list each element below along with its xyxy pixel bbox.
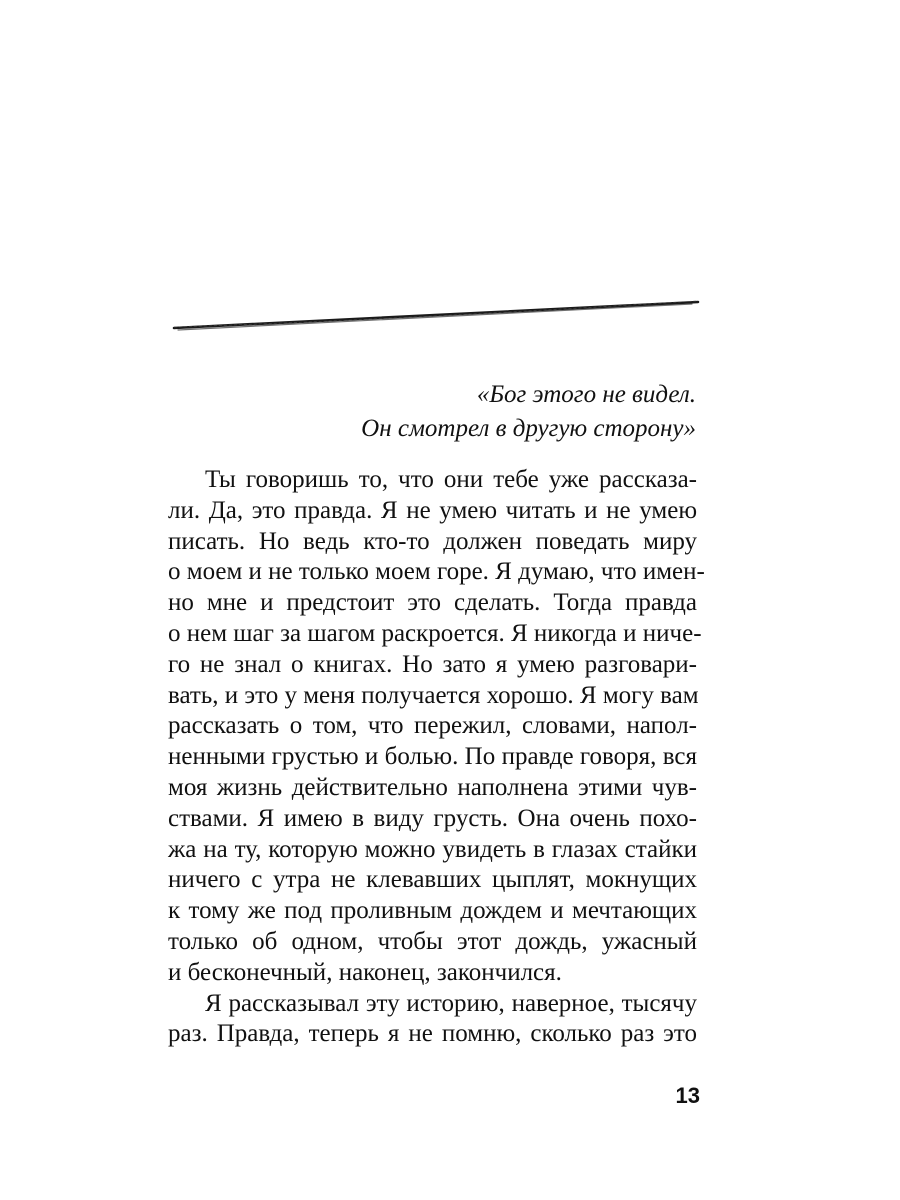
text-line: и бесконечный, наконец, закончился.: [168, 958, 562, 986]
text-line: ненными грустью и болью. По правде говоря, вся: [168, 743, 697, 771]
text-line: о моем и не только моем горе. Я думаю, что имен-: [168, 558, 705, 586]
text-line: писать. Но ведь кто-то должен поведать миру: [168, 527, 697, 555]
epigraph-line: «Бог этого не видел.: [476, 381, 696, 408]
text-line: Ты говоришь то, что они тебе уже рассказа-: [205, 466, 697, 493]
text-line: только об одном, чтобы этот дождь, ужасный: [168, 927, 697, 955]
paragraph: [168, 989, 697, 1051]
text-line: раз. Правда, теперь я не помню, сколько раз это: [168, 1020, 697, 1048]
text-line: к тому же под проливным дождем и мечтающих: [168, 897, 697, 925]
text-line: вать, и это у меня получается хорошо. Я могу вам: [168, 681, 699, 709]
text-line: ствами. Я имею в виду грусть. Она очень похо-: [168, 804, 697, 832]
text-line: рассказать о том, что пережил, словами, напол-: [168, 712, 697, 740]
body-text: [168, 465, 705, 1050]
page-number: 13: [675, 1083, 700, 1108]
text-line: го не знал о книгах. Но зато я умею разговари-: [168, 650, 697, 678]
text-line: жа на ту, которую можно увидеть в глазах стайки: [168, 835, 697, 863]
epigraph: [172, 378, 696, 446]
epigraph-line: Он смотрел в другую сторону»: [361, 415, 696, 442]
text-line: Я рассказывал эту историю, наверное, тысячу: [205, 989, 697, 1017]
text-line: о нем шаг за шагом раскроется. Я никогда и ниче-: [168, 619, 702, 647]
text-line: ли. Да, это правда. Я не умею читать и не умею: [168, 496, 697, 524]
decorative-rule: [172, 296, 700, 336]
text-line: ничего с утра не клевавших цыплят, мокнущих: [168, 866, 697, 894]
text-line: но мне и предстоит это сделать. Тогда правда: [168, 589, 697, 617]
paragraph: [168, 465, 705, 989]
text-line: моя жизнь действительно наполнена этими чув-: [168, 773, 697, 801]
